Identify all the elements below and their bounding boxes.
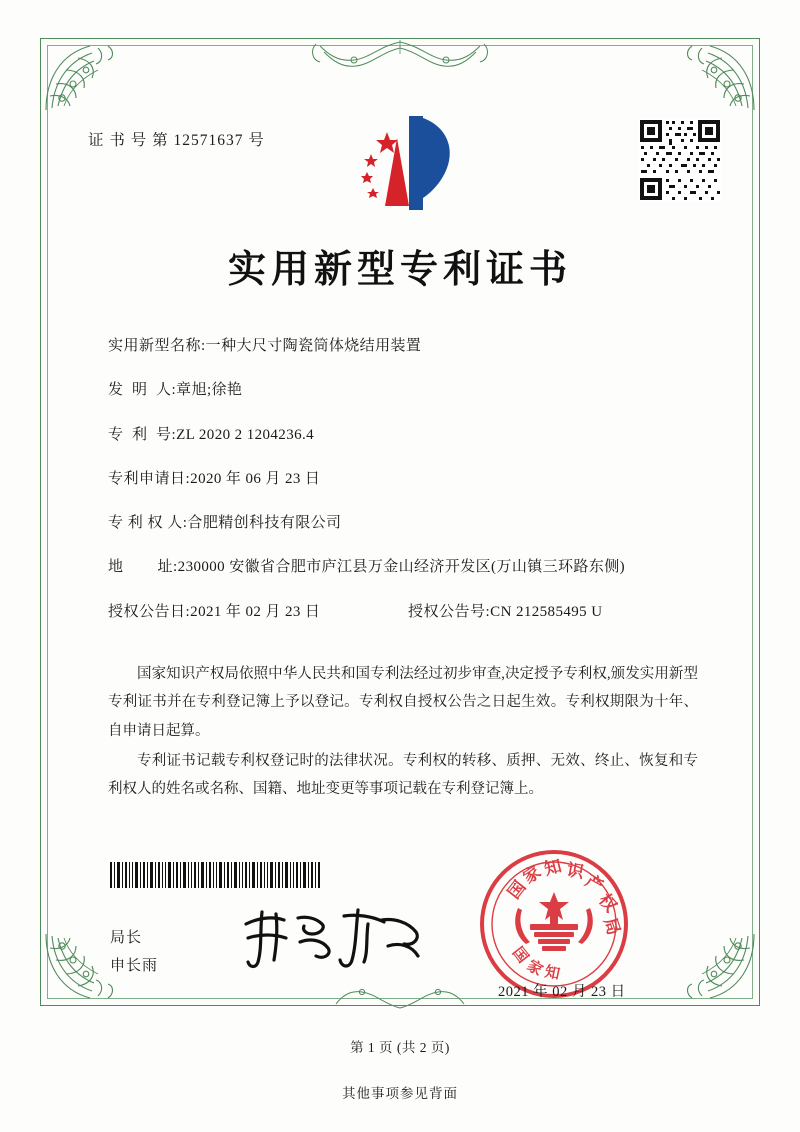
top-center-flourish-icon	[250, 38, 550, 78]
svg-text:权: 权	[594, 890, 621, 916]
certificate-number: 证 书 号 第 12571637 号	[88, 132, 265, 149]
corner-ornament-top-left-icon	[42, 40, 128, 114]
svg-text:识: 识	[565, 860, 586, 882]
field-row-address	[108, 556, 708, 579]
barcode-icon	[110, 862, 320, 888]
svg-text:知: 知	[542, 856, 564, 879]
grant-date-label: 授权公告日:	[108, 603, 191, 620]
grant-number-label: 授权公告号:	[408, 603, 491, 620]
field-row-name	[108, 335, 708, 358]
field-row-grant-notice	[108, 601, 708, 624]
field-value: 230000 安徽省合肥市庐江县万金山经济开发区(万山镇三环路东侧)	[177, 559, 626, 576]
corner-ornament-top-right-icon	[672, 40, 758, 114]
signature-block	[110, 925, 158, 981]
field-label: 专 利 号:	[108, 426, 177, 443]
footer-note: 其他事项参见背面	[342, 1086, 458, 1101]
legal-paragraph-2: 专利证书记载专利权登记时的法律状况。专利权的转移、质押、无效、终止、恢复和专利权人的姓名或名称、国籍、地址变更等事项记载在专利登记簿上。	[108, 752, 698, 798]
handwritten-signature-icon	[232, 898, 432, 978]
cnipa-logo-icon	[347, 110, 459, 218]
field-value: 一种大尺寸陶瓷筒体烧结用装置	[205, 338, 422, 354]
field-label: 专 利 权 人:	[108, 515, 188, 531]
corner-ornament-bottom-right-icon	[672, 930, 758, 1004]
qr-code-icon	[638, 118, 722, 202]
field-row-patentee	[108, 512, 708, 535]
legal-paragraph-1: 国家知识产权局依照中华人民共和国专利法经过初步审查,决定授予专利权,颁发实用新型专利证书并在专利登记簿上予以登记。专利权自授权公告之日起生效。专利权期限为十年、自申请日起算。	[108, 666, 698, 739]
field-label: 实用新型名称:	[108, 338, 206, 354]
field-value: 章旭;徐艳	[176, 382, 243, 399]
grant-number-value: CN 212585495 U	[490, 603, 603, 620]
page-title: 实用新型专利证书	[227, 249, 572, 291]
svg-text:国: 国	[504, 877, 530, 903]
svg-text:知: 知	[543, 964, 562, 984]
director-role-label: 局长	[110, 930, 143, 946]
certificate-fields	[108, 335, 708, 645]
field-label: 地 址:	[108, 559, 178, 576]
field-value: 2020 年 06 月 23 日	[190, 470, 321, 487]
svg-text:国: 国	[508, 944, 531, 967]
national-emblem-seal-icon	[478, 848, 630, 1000]
svg-text:产: 产	[582, 871, 607, 896]
legal-text	[108, 660, 698, 805]
bottom-center-flourish-icon	[290, 982, 510, 1012]
field-row-inventor	[108, 379, 708, 402]
seal-date: 2021 年 02 月 23 日	[498, 984, 626, 1000]
svg-text:局: 局	[600, 915, 624, 938]
field-value: 合肥精创科技有限公司	[187, 515, 342, 531]
field-label: 发 明 人:	[108, 382, 177, 399]
grant-date-value: 2021 年 02 月 23 日	[190, 603, 321, 620]
svg-text:家: 家	[519, 862, 545, 888]
field-row-patent-number	[108, 424, 708, 447]
svg-text:家: 家	[523, 957, 546, 980]
page-number: 第 1 页 (共 2 页)	[350, 1040, 450, 1055]
field-row-application-date	[108, 468, 708, 491]
director-name-label: 申长雨	[110, 957, 159, 974]
field-value: ZL 2020 2 1204236.4	[176, 426, 315, 443]
field-label: 专利申请日:	[108, 470, 191, 487]
